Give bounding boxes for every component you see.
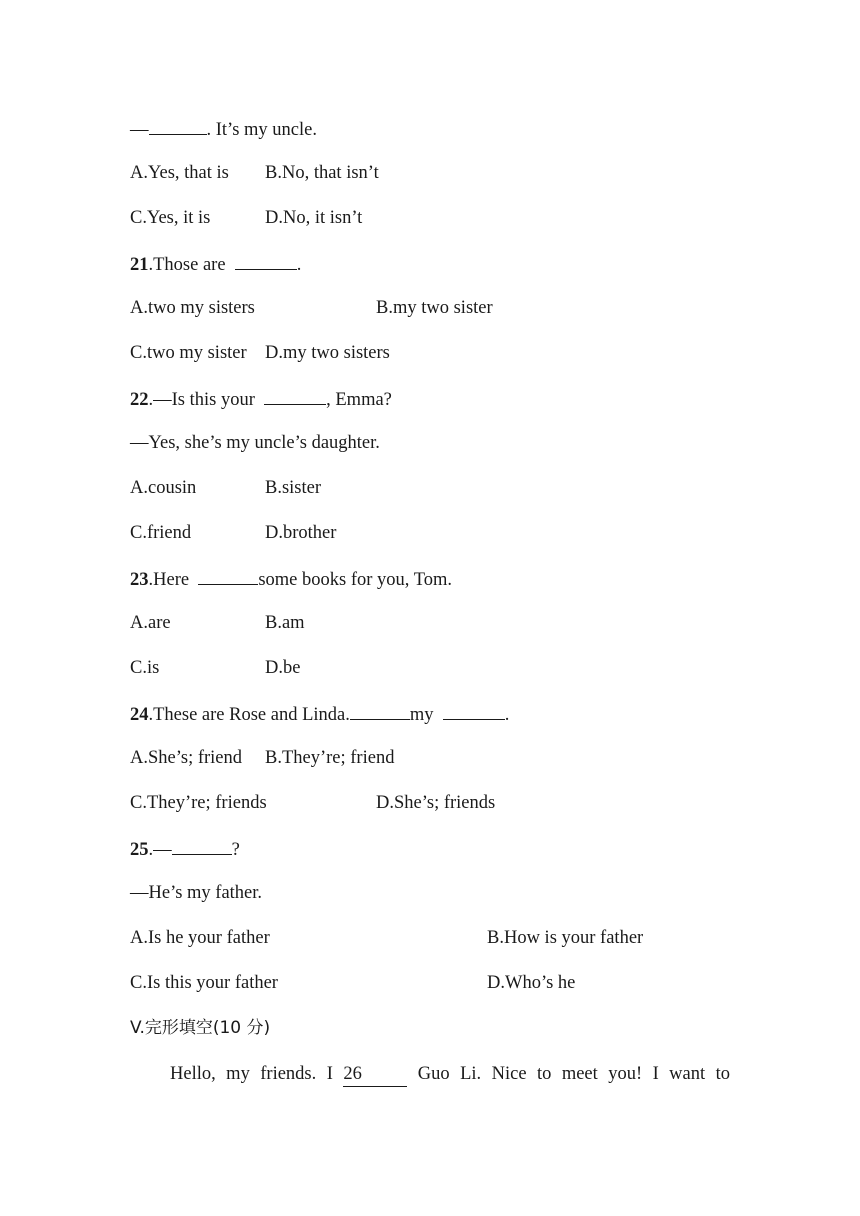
q22-stem: 22.—Is this your , Emma?	[130, 386, 392, 412]
q21-stem: 21.Those are .	[130, 251, 301, 277]
q21-option-a[interactable]: A.two my sisters	[130, 298, 255, 318]
q20-option-b[interactable]: B.No, that isn’t	[265, 163, 379, 183]
q21-option-b[interactable]: B.my two sister	[376, 298, 493, 318]
q23-option-c[interactable]: C.is	[130, 658, 160, 678]
q25-option-c[interactable]: C.Is this your father	[130, 973, 278, 993]
q23-option-d[interactable]: D.be	[265, 658, 301, 678]
q24-stem: 24.These are Rose and Linda. my .	[130, 701, 509, 727]
q21-option-d[interactable]: D.my two sisters	[265, 343, 390, 363]
q22-option-b[interactable]: B.sister	[265, 478, 322, 498]
cloze-blank-26[interactable]: 26	[343, 1062, 407, 1087]
q20-option-d[interactable]: D.No, it isn’t	[265, 208, 363, 228]
answer-blank[interactable]	[235, 251, 297, 270]
answer-blank[interactable]	[198, 566, 258, 585]
q21-option-c[interactable]: C.two my sister	[130, 343, 247, 363]
q25-option-b[interactable]: B.How is your father	[487, 928, 644, 948]
answer-blank[interactable]	[149, 116, 207, 135]
section-heading-cloze: V.完形填空(10 分)	[130, 1018, 271, 1038]
q23-stem: 23.Here some books for you, Tom.	[130, 566, 452, 592]
q22-option-a[interactable]: A.cousin	[130, 478, 197, 498]
q20-answer-line: — . It’s my uncle.	[130, 116, 317, 142]
q24-option-c[interactable]: C.They’re; friends	[130, 793, 267, 813]
q24-option-a[interactable]: A.She’s; friend	[130, 748, 243, 768]
answer-blank[interactable]	[264, 386, 326, 405]
answer-blank[interactable]	[443, 701, 505, 720]
answer-blank[interactable]	[172, 836, 232, 855]
q25-answer-line: —He’s my father.	[130, 883, 263, 903]
cloze-paragraph: Hello, my friends. I 26 Guo Li. Nice to meet you! I want to	[130, 1062, 730, 1087]
q20-option-c[interactable]: C.Yes, it is	[130, 208, 211, 228]
q25-stem: 25.— ?	[130, 836, 240, 862]
answer-blank[interactable]	[350, 701, 410, 720]
q22-option-c[interactable]: C.friend	[130, 523, 192, 543]
q23-option-b[interactable]: B.am	[265, 613, 305, 633]
q25-option-d[interactable]: D.Who’s he	[487, 973, 576, 993]
q24-option-b[interactable]: B.They’re; friend	[265, 748, 395, 768]
q24-option-d[interactable]: D.She’s; friends	[376, 793, 496, 813]
q23-option-a[interactable]: A.are	[130, 613, 171, 633]
q20-option-a[interactable]: A.Yes, that is	[130, 163, 229, 183]
q22-option-d[interactable]: D.brother	[265, 523, 337, 543]
q25-option-a[interactable]: A.Is he your father	[130, 928, 270, 948]
q22-answer-line: —Yes, she’s my uncle’s daughter.	[130, 433, 380, 453]
